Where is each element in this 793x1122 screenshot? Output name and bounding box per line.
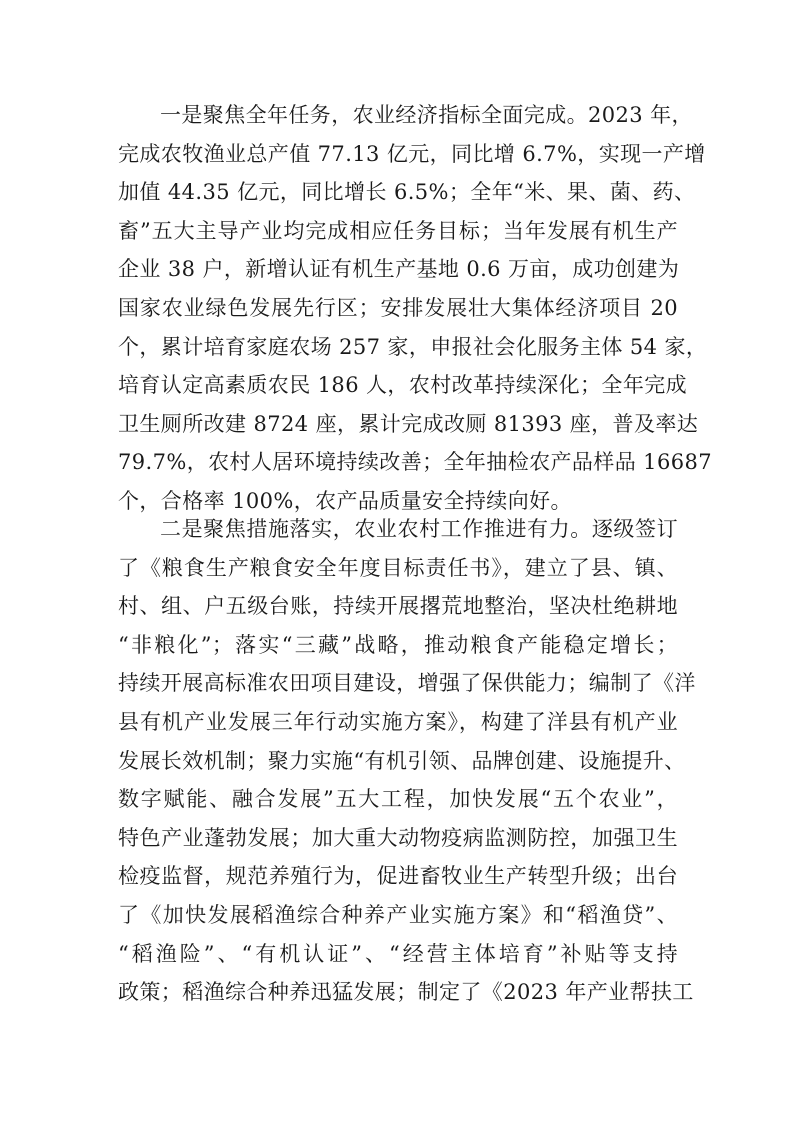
paragraph-line: 培育认定高素质农民 186 人，农村改革持续深化；全年完成 bbox=[118, 373, 688, 398]
paragraph-line: “稻渔险”、“有机认证”、“经营主体培育”补贴等支持 bbox=[118, 941, 678, 966]
paragraph-line: 特色产业蓬勃发展；加大重大动物疫病监测防控，加强卫生 bbox=[118, 825, 678, 850]
paragraph-line: 持续开展高标准农田项目建设，增强了保供能力；编制了《洋 bbox=[118, 671, 696, 696]
paragraph-line: 加值 44.35 亿元，同比增长 6.5%；全年“米、果、菌、药、 bbox=[118, 180, 696, 205]
paragraph-line: 县有机产业发展三年行动实施方案》，构建了洋县有机产业 bbox=[118, 709, 678, 734]
paragraph-line: “非粮化”；落实“三藏”战略，推动粮食产能稳定增长； bbox=[118, 632, 678, 657]
paragraph-line: 二是聚焦措施落实，农业农村工作推进有力。逐级签订 bbox=[160, 517, 678, 541]
paragraph-line: 完成农牧渔业总产值 77.13 亿元，同比增 6.7%，实现一产增 bbox=[118, 141, 706, 166]
paragraph-line: 个，累计培育家庭农场 257 家，申报社会化服务主体 54 家， bbox=[118, 334, 708, 359]
paragraph-line: 国家农业绿色发展先行区；安排发展壮大集体经济项目 20 bbox=[118, 295, 678, 320]
paragraph-line: 政策；稻渔综合种养迅猛发展；制定了《2023 年产业帮扶工 bbox=[118, 980, 694, 1005]
paragraph-line: 畜”五大主导产业均完成相应任务目标；当年发展有机生产 bbox=[118, 218, 678, 243]
paragraph-line: 79.7%，农村人居环境持续改善；全年抽检农产品样品 16687 bbox=[118, 450, 712, 475]
paragraph-line: 数字赋能、融合发展”五大工程，加快发展“五个农业”， bbox=[118, 787, 678, 812]
paragraph-line: 检疫监督，规范养殖行为，促进畜牧业生产转型升级；出台 bbox=[118, 864, 678, 889]
paragraph-line: 一是聚焦全年任务，农业经济指标全面完成。2023 年， bbox=[160, 103, 693, 127]
paragraph-line: 发展长效机制；聚力实施“有机引领、品牌创建、设施提升、 bbox=[118, 748, 686, 773]
paragraph-line: 了《加快发展稻渔综合种养产业实施方案》和“稻渔贷”、 bbox=[118, 902, 678, 927]
paragraph-agricultural-indicators bbox=[118, 96, 712, 521]
paragraph-line: 了《粮食生产粮食安全年度目标责任书》，建立了县、镇、 bbox=[118, 555, 678, 580]
paragraph-line: 村、组、户五级台账，持续开展撂荒地整治，坚决杜绝耕地 bbox=[118, 594, 678, 619]
paragraph-line: 卫生厕所改建 8724 座，累计完成改厕 81393 座，普及率达 bbox=[118, 411, 699, 436]
paragraph-line: 企业 38 户，新增认证有机生产基地 0.6 万亩，成功创建为 bbox=[118, 257, 680, 282]
paragraph-line: 个，合格率 100%，农产品质量安全持续向好。 bbox=[118, 488, 572, 513]
paragraph-measures-implementation bbox=[118, 510, 696, 1012]
